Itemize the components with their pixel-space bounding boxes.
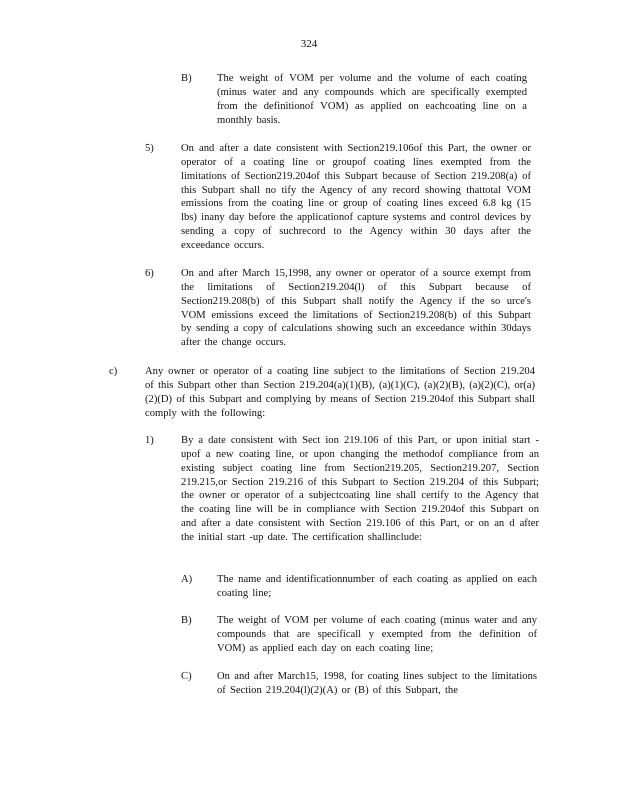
- paragraph-label: B): [181, 73, 192, 84]
- paragraph-text: On and after a date consistent with Section219.106of this Part, the owner or operator of a coating line or groupof coating lines exempted from the limitations of Section219.204of this Subpart because of Section 219.208(a) of this Subpart shall no tify the Agency of any record showing thattotal VOM emissions from the coating line or group of coating lines exceed 6.8 kg (15 lbs) inany day before the applicationof capture systems and control devices by sending a copy of suchrecord to the Agency within 30 days after the exceedance occurs.: [181, 143, 531, 251]
- paragraph-label: 1): [145, 435, 154, 446]
- paragraph-text: The weight of VOM per volume and the volume of each coating (minus water and any compounds which are specifically exempted from the definitionof VOM) as applied on eachcoating line on a monthly basis.: [217, 73, 527, 126]
- paragraph-label: B): [181, 615, 192, 626]
- paragraph-text: On and after March15, 1998, for coating lines subject to the limitations of Section 219.204(l)(2)(A) or (B) of this Subpart, the: [217, 671, 537, 696]
- paragraph-label: 6): [145, 268, 154, 279]
- paragraph-label: C): [181, 671, 192, 682]
- paragraph-text: The weight of VOM per volume of each coating (minus water and any compounds that are specificall y exempted from the definition of VOM) as applied each day on each coating line;: [217, 615, 537, 654]
- paragraph-text: The name and identificationnumber of each coating as applied on each coating line;: [217, 574, 537, 599]
- paragraph-text: Any owner or operator of a coating line subject to the limitations of Section 219.204 of this Subpart other than Section 219.204(a)(1)(B), (a)(1)(C), (a)(2)(B), (a)(2)(C), or(a)(2)(D) of this Subpart and complying by means of Section 219.204of this Subpart shall comply with the following:: [145, 366, 535, 419]
- paragraph-label: A): [181, 574, 193, 585]
- paragraph-text: By a date consistent with Sect ion 219.106 of this Part, or upon initial start - upof a new coating line, or upon changing the methodof compliance from an existing subject coating line from Section219.205, Section219.207, Section 219.215,or Section 219.216 of this Subpart to Section 219.204 of this Subpart; the owner or operator of a subjectcoating line shall certify to the Agency that the coating line will be in compliance with Section 219.204of this Subpart on and after a date consistent with Section 219.106 of this Part, or on an d after the initial start -up date. The certification shallinclude:: [181, 435, 539, 543]
- page-number: 324: [300, 38, 318, 50]
- paragraph-text: On and after March 15,1998, any owner or operator of a source exempt from the limitations of Section219.204(l) of this Subpart because of Section219.208(b) of this Subpart shall notify the Agency if the so urce's VOM emissions exceed the limitations of Section219.208(b) of this Subpart by sending a copy of calculations showing such an exceedance within 30days after the change occurs.: [181, 268, 531, 349]
- paragraph-label: c): [109, 366, 118, 377]
- paragraph-label: 5): [145, 143, 154, 154]
